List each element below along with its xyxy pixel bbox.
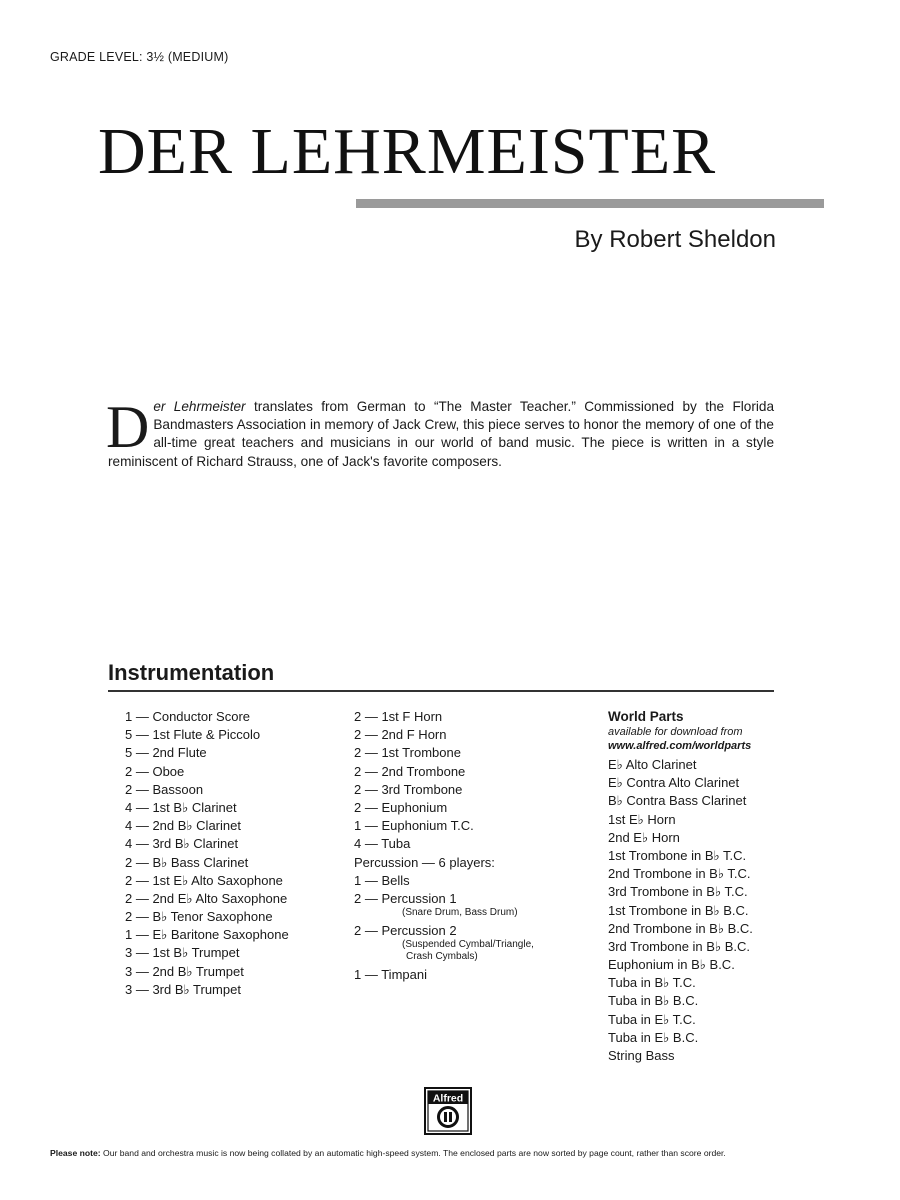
instrumentation-column-2 [354,708,534,984]
part-list-item: 3 — 3rd B♭ Trumpet [125,981,241,997]
part-list-item: 4 — 2nd B♭ Clarinet [125,818,241,834]
part-list-item: 2 — Percussion 1 [354,890,457,906]
part-list-item: 2 — 1st E♭ Alto Saxophone [125,872,283,888]
program-note [106,394,775,471]
part-list-item: 1 — E♭ Baritone Saxophone [125,927,289,943]
world-part-item: 3rd Trombone in B♭ B.C. [608,938,750,954]
world-parts-url: www.alfred.com/worldparts [608,740,752,752]
instrumentation-rule [108,690,774,692]
part-list-item: 1 — Timpani [354,967,427,983]
percussion-2-note-line: (Suspended Cymbal/Triangle, [402,939,534,951]
world-part-item: E♭ Alto Clarinet [608,757,697,772]
world-part-item: 2nd Trombone in B♭ B.C. [608,920,753,936]
instrumentation-heading: Instrumentation [108,660,275,685]
title-rule [356,199,824,208]
part-list-item: 4 — 3rd B♭ Clarinet [125,836,239,852]
part-list-item: 1 — Euphonium T.C. [354,818,474,834]
world-part-item: E♭ Contra Alto Clarinet [608,775,740,791]
world-part-item: Tuba in B♭ B.C. [608,993,699,1009]
part-list-item: 2 — 2nd E♭ Alto Saxophone [125,890,288,906]
part-list-item: 4 — 1st B♭ Clarinet [125,799,237,815]
part-list-item: 2 — 2nd F Horn [354,727,447,743]
world-part-item: Tuba in B♭ T.C. [608,975,696,991]
world-part-item: Euphonium in B♭ B.C. [608,957,735,973]
alfred-logo-text: Alfred [432,1092,464,1105]
instrumentation-column-1 [125,708,289,999]
percussion-1-note: (Snare Drum, Bass Drum) [402,907,518,919]
part-list-item: 2 — 1st F Horn [354,709,443,724]
world-part-item: 1st Trombone in B♭ B.C. [608,902,749,918]
part-list-item: 4 — Tuba [354,836,411,852]
part-list-item: 2 — 1st Trombone [354,745,461,761]
part-list-item: 2 — B♭ Bass Clarinet [125,854,249,870]
world-part-item: Tuba in E♭ T.C. [608,1011,696,1027]
part-list-item: 2 — Oboe [125,763,185,779]
part-list-item: 2 — Percussion 2 [354,923,457,939]
part-list-item: 5 — 2nd Flute [125,745,207,761]
percussion-2-note-line: Crash Cymbals) [406,951,478,963]
percussion-heading: Percussion — 6 players: [354,854,495,870]
part-list-item: 3 — 1st B♭ Trumpet [125,945,240,961]
part-list-item: 3 — 2nd B♭ Trumpet [125,963,244,979]
collation-note [50,1148,850,1158]
part-list-item: 1 — Bells [354,872,410,888]
piece-title: DER LEHRMEISTER [98,115,717,188]
composer-byline: By Robert Sheldon [574,226,776,253]
part-list-item: 2 — Euphonium [354,799,448,815]
percussion-2-note [354,939,534,963]
world-parts-subtitle: available for download from [608,726,743,738]
collation-note-label: Please note: [50,1148,101,1158]
alfred-logo [424,1087,472,1135]
world-part-item: Tuba in E♭ B.C. [608,1029,699,1045]
world-parts-title: World Parts [608,709,684,724]
part-list-item: 2 — 3rd Trombone [354,781,463,797]
part-list-item: 1 — Conductor Score [125,709,251,724]
world-part-item: 3rd Trombone in B♭ T.C. [608,884,748,900]
world-part-item: 2nd Trombone in B♭ T.C. [608,866,751,882]
part-list-item: 2 — B♭ Tenor Saxophone [125,909,273,925]
program-note-italic-lead: er Lehrmeister [153,399,246,414]
world-part-item: 2nd E♭ Horn [608,829,680,845]
world-part-item: 1st E♭ Horn [608,811,676,827]
grade-level: GRADE LEVEL: 3½ (MEDIUM) [50,50,229,64]
world-part-item: String Bass [608,1048,675,1063]
part-list-item: 5 — 1st Flute & Piccolo [125,727,261,743]
program-note-text: translates from German to “The Master Teacher.” Commissioned by the Florida Bandmasters Association in memory of Jack Crew, this piece serves to honor the memory of one of the all-time great teachers and musicians in our world of band music. The piece is written in a style reminiscent of Richard Strauss, one of Jack's favorite composers. [108,399,775,469]
part-list-item: 2 — 2nd Trombone [354,763,466,779]
world-parts-column [608,708,753,1065]
collation-note-text: Our band and orchestra music is now being collated by an automatic high-speed system. The enclosed parts are now sorted by page count, rather than score order. [100,1148,726,1158]
drop-cap: D [106,394,150,460]
part-list-item: 2 — Bassoon [125,781,204,797]
world-part-item: B♭ Contra Bass Clarinet [608,793,747,809]
world-part-item: 1st Trombone in B♭ T.C. [608,847,747,863]
